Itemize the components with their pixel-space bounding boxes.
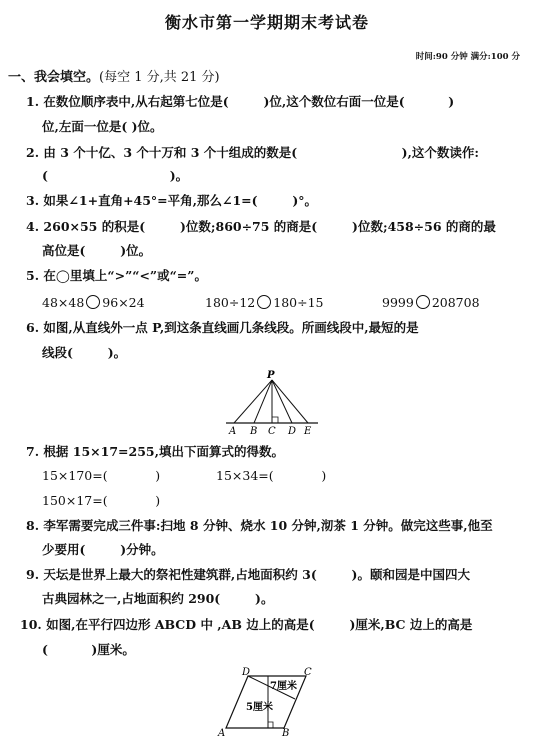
compare-circle[interactable] bbox=[257, 295, 271, 309]
question-2 bbox=[26, 145, 479, 161]
question-text: 如果∠1+直角+45°=平角,那么∠1=( )°。 bbox=[43, 193, 318, 208]
segment-pb bbox=[254, 380, 272, 423]
compare-right: 208708 bbox=[431, 295, 480, 310]
calc-item-1: 15×170=( ) bbox=[42, 468, 161, 483]
question-10-cont: ( )厘米。 bbox=[42, 642, 135, 657]
question-text: 260×55 的积是( )位数;860÷75 的商是( )位数;458÷56 的商的最 bbox=[43, 219, 496, 234]
question-text: 由 3 个十亿、3 个十万和 3 个十组成的数是( ),这个数读作: bbox=[43, 145, 480, 160]
question-number: 1. bbox=[26, 94, 40, 109]
question-1-cont: 位,左面一位是( )位。 bbox=[42, 119, 163, 134]
question-text: 根据 15×17=255,填出下面算式的得数。 bbox=[43, 444, 284, 459]
section-title: 一、我会填空。 bbox=[8, 70, 100, 85]
question-number: 10. bbox=[20, 617, 42, 632]
compare-right: 96×24 bbox=[102, 295, 145, 310]
question-number: 2. bbox=[26, 145, 40, 160]
question-2-cont: ( )。 bbox=[42, 168, 189, 183]
question-4-cont: 高位是( )位。 bbox=[42, 243, 152, 258]
label-b: B bbox=[282, 728, 290, 738]
question-6-cont: 线段( )。 bbox=[42, 345, 127, 360]
section-heading bbox=[8, 70, 220, 86]
question-8 bbox=[26, 518, 493, 534]
label-5cm: 5厘米 bbox=[246, 702, 273, 713]
question-9 bbox=[26, 567, 470, 583]
label-a: A bbox=[229, 426, 237, 437]
question-number: 8. bbox=[26, 518, 40, 533]
question-text: 如图,在平行四边形 ABCD 中 ,AB 边上的高是( )厘米,BC 边上的高是 bbox=[46, 617, 473, 632]
question-number: 3. bbox=[26, 193, 40, 208]
question-5 bbox=[26, 268, 207, 284]
question-7 bbox=[26, 444, 284, 460]
question-9-cont: 古典园林之一,占地面积约 290( )。 bbox=[42, 591, 274, 606]
label-d: D bbox=[288, 426, 297, 437]
calc-item-2: 15×34=( ) bbox=[216, 468, 327, 483]
perpendicular-figure bbox=[222, 368, 322, 438]
question-text: 在◯里填上“>”“<”或“=”。 bbox=[43, 268, 207, 283]
section-note: (每空 1 分,共 21 分) bbox=[99, 70, 220, 85]
compare-left: 48×48 bbox=[42, 295, 85, 310]
question-3 bbox=[26, 193, 317, 209]
label-a: A bbox=[218, 728, 226, 738]
question-text: 在数位顺序表中,从右起第七位是( )位,这个数位右面一位是( ) bbox=[43, 94, 455, 109]
calc-item-3: 150×17=( ) bbox=[42, 493, 161, 508]
compare-item-3 bbox=[382, 295, 480, 311]
question-number: 4. bbox=[26, 219, 40, 234]
label-e: E bbox=[304, 426, 312, 437]
question-text: 李军需要完成三件事:扫地 8 分钟、烧水 10 分钟,沏茶 1 分钟。做完这些事,他至 bbox=[43, 518, 493, 533]
label-c: C bbox=[304, 667, 312, 678]
question-6 bbox=[26, 320, 419, 336]
question-4 bbox=[26, 219, 496, 235]
compare-left: 9999 bbox=[382, 295, 414, 310]
parallelogram-figure bbox=[212, 664, 322, 738]
exam-meta: 时间:90 分钟 满分:100 分 bbox=[415, 52, 520, 62]
exam-title: 衡水市第一学期期末考试卷 bbox=[164, 13, 369, 32]
label-d: D bbox=[242, 667, 251, 678]
question-text: 天坛是世界上最大的祭祀性建筑群,占地面积约 3( )。颐和园是中国四大 bbox=[43, 567, 470, 582]
compare-left: 180÷12 bbox=[205, 295, 256, 310]
question-10 bbox=[20, 617, 472, 633]
compare-right: 180÷15 bbox=[273, 295, 324, 310]
right-angle-mark bbox=[272, 417, 278, 423]
compare-item-2 bbox=[205, 295, 324, 311]
segment-pe bbox=[272, 380, 308, 423]
label-c: C bbox=[268, 426, 276, 437]
question-number: 9. bbox=[26, 567, 40, 582]
right-angle-mark bbox=[268, 722, 273, 728]
label-p: P bbox=[267, 370, 275, 381]
segment-pd bbox=[272, 380, 292, 423]
question-number: 7. bbox=[26, 444, 40, 459]
question-text: 如图,从直线外一点 P,到这条直线画几条线段。所画线段中,最短的是 bbox=[43, 320, 419, 335]
label-7cm: 7厘米 bbox=[270, 681, 297, 692]
question-1 bbox=[26, 94, 454, 110]
question-number: 6. bbox=[26, 320, 40, 335]
segment-pa bbox=[234, 380, 272, 423]
compare-circle[interactable] bbox=[86, 295, 100, 309]
compare-circle[interactable] bbox=[416, 295, 430, 309]
compare-item-1 bbox=[42, 295, 145, 311]
question-8-cont: 少要用( )分钟。 bbox=[42, 542, 164, 557]
question-number: 5. bbox=[26, 268, 40, 283]
label-b: B bbox=[250, 426, 258, 437]
